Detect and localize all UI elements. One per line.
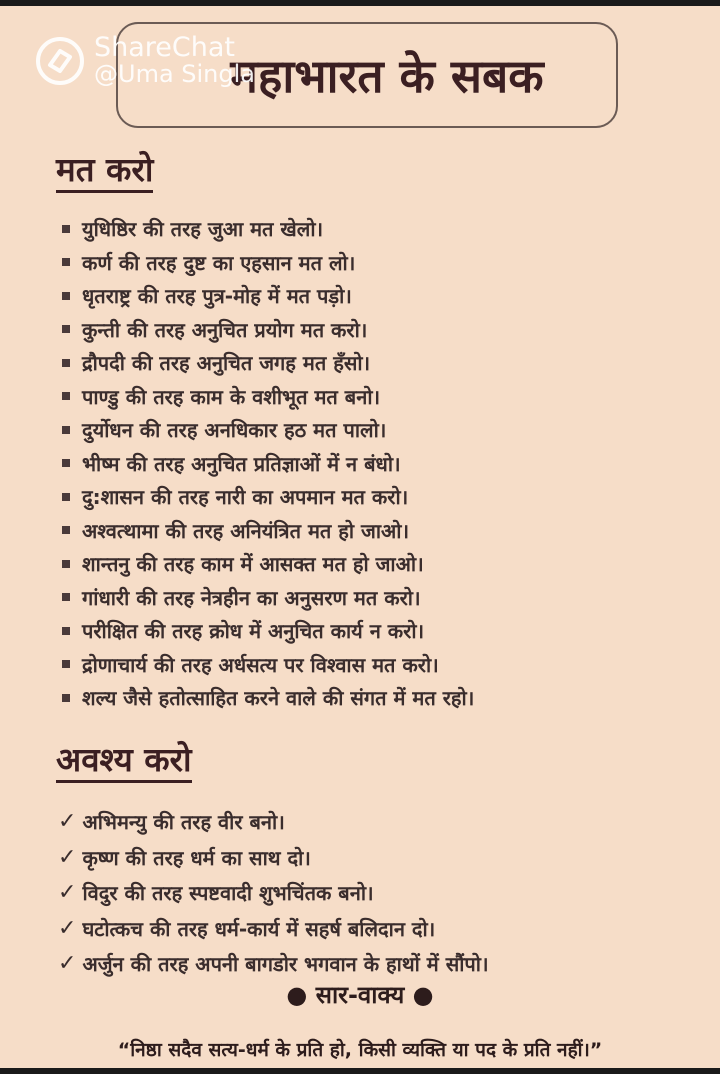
list-item: कुन्ती की तरह अनुचित प्रयोग मत करो। [62, 313, 474, 347]
square-bullet-icon [62, 459, 70, 467]
list-item: दु:शासन की तरह नारी का अपमान मत करो। [62, 480, 474, 514]
list-item: शान्तनु की तरह काम में आसक्त मत हो जाओ। [62, 547, 474, 581]
watermark-brand: ShareChat [94, 32, 236, 63]
list-item: पाण्डु की तरह काम के वशीभूत मत बनो। [62, 380, 474, 414]
square-bullet-icon [62, 359, 70, 367]
list-item: ✓ कृष्ण की तरह धर्म का साथ दो। [58, 844, 311, 870]
checkmark-icon: ✓ [58, 809, 77, 835]
square-bullet-icon [62, 325, 70, 333]
list-item: द्रोणाचार्य की तरह अर्धसत्य पर विश्वास मत करो। [62, 648, 474, 682]
checkmark-icon: ✓ [58, 915, 77, 941]
dot-icon: ● [286, 981, 308, 1009]
square-bullet-icon [62, 258, 70, 266]
bottom-edge [0, 1068, 720, 1074]
sharechat-watermark [34, 34, 255, 88]
square-bullet-icon [62, 526, 70, 534]
square-bullet-icon [62, 392, 70, 400]
page-title: महाभारत के सबक [230, 49, 544, 103]
list-item: परीक्षित की तरह क्रोध में अनुचित कार्य न करो। [62, 614, 474, 648]
dont-list [62, 212, 474, 715]
list-item: भीष्म की तरह अनुचित प्रतिज्ञाओं में न बंधो। [62, 447, 474, 481]
watermark-user: @Uma Singla [94, 60, 256, 89]
square-bullet-icon [62, 627, 70, 635]
summary-heading [0, 978, 720, 1011]
square-bullet-icon [62, 426, 70, 434]
list-item: अश्वत्थामा की तरह अनियंत्रित मत हो जाओ। [62, 514, 474, 548]
list-item: ✓ अर्जुन की तरह अपनी बागडोर भगवान के हाथों में सौंपो। [58, 951, 489, 977]
dont-section-heading: मत करो [56, 152, 153, 193]
list-item: ✓ घटोत्कच की तरह धर्म-कार्य में सहर्ष बलिदान दो। [58, 915, 436, 941]
list-item: दुर्योधन की तरह अनधिकार हठ मत पालो। [62, 413, 474, 447]
list-item: द्रौपदी की तरह अनुचित जगह मत हँसो। [62, 346, 474, 380]
list-item: गांधारी की तरह नेत्रहीन का अनुसरण मत करो। [62, 581, 474, 615]
square-bullet-icon [62, 292, 70, 300]
dot-icon: ● [412, 981, 434, 1009]
list-item: युधिष्ठिर की तरह जुआ मत खेलो। [62, 212, 474, 246]
list-item: ✓ अभिमन्यु की तरह वीर बनो। [58, 809, 285, 835]
square-bullet-icon [62, 593, 70, 601]
list-item: धृतराष्ट्र की तरह पुत्र-मोह में मत पड़ो। [62, 279, 474, 313]
square-bullet-icon [62, 493, 70, 501]
square-bullet-icon [62, 694, 70, 702]
square-bullet-icon [62, 560, 70, 568]
summary-quote: “निष्ठा सदैव सत्य-धर्म के प्रति हो, किसी व्यक्ति या पद के प्रति नहीं।” [117, 1039, 603, 1061]
list-item: शल्य जैसे हतोत्साहित करने वाले की संगत में मत रहो। [62, 681, 474, 715]
top-edge [0, 0, 720, 6]
checkmark-icon: ✓ [58, 951, 77, 977]
summary-heading-text: सार-वाक्य [315, 981, 405, 1009]
do-section-heading: अवश्य करो [56, 742, 192, 783]
sharechat-logo-icon [34, 35, 86, 87]
list-item: ✓ विदुर की तरह स्पष्टवादी शुभचिंतक बनो। [58, 880, 374, 906]
square-bullet-icon [62, 660, 70, 668]
do-list [58, 804, 489, 982]
checkmark-icon: ✓ [58, 880, 77, 906]
list-item: कर्ण की तरह दुष्ट का एहसान मत लो। [62, 246, 474, 280]
square-bullet-icon [62, 225, 70, 233]
checkmark-icon: ✓ [58, 844, 77, 870]
